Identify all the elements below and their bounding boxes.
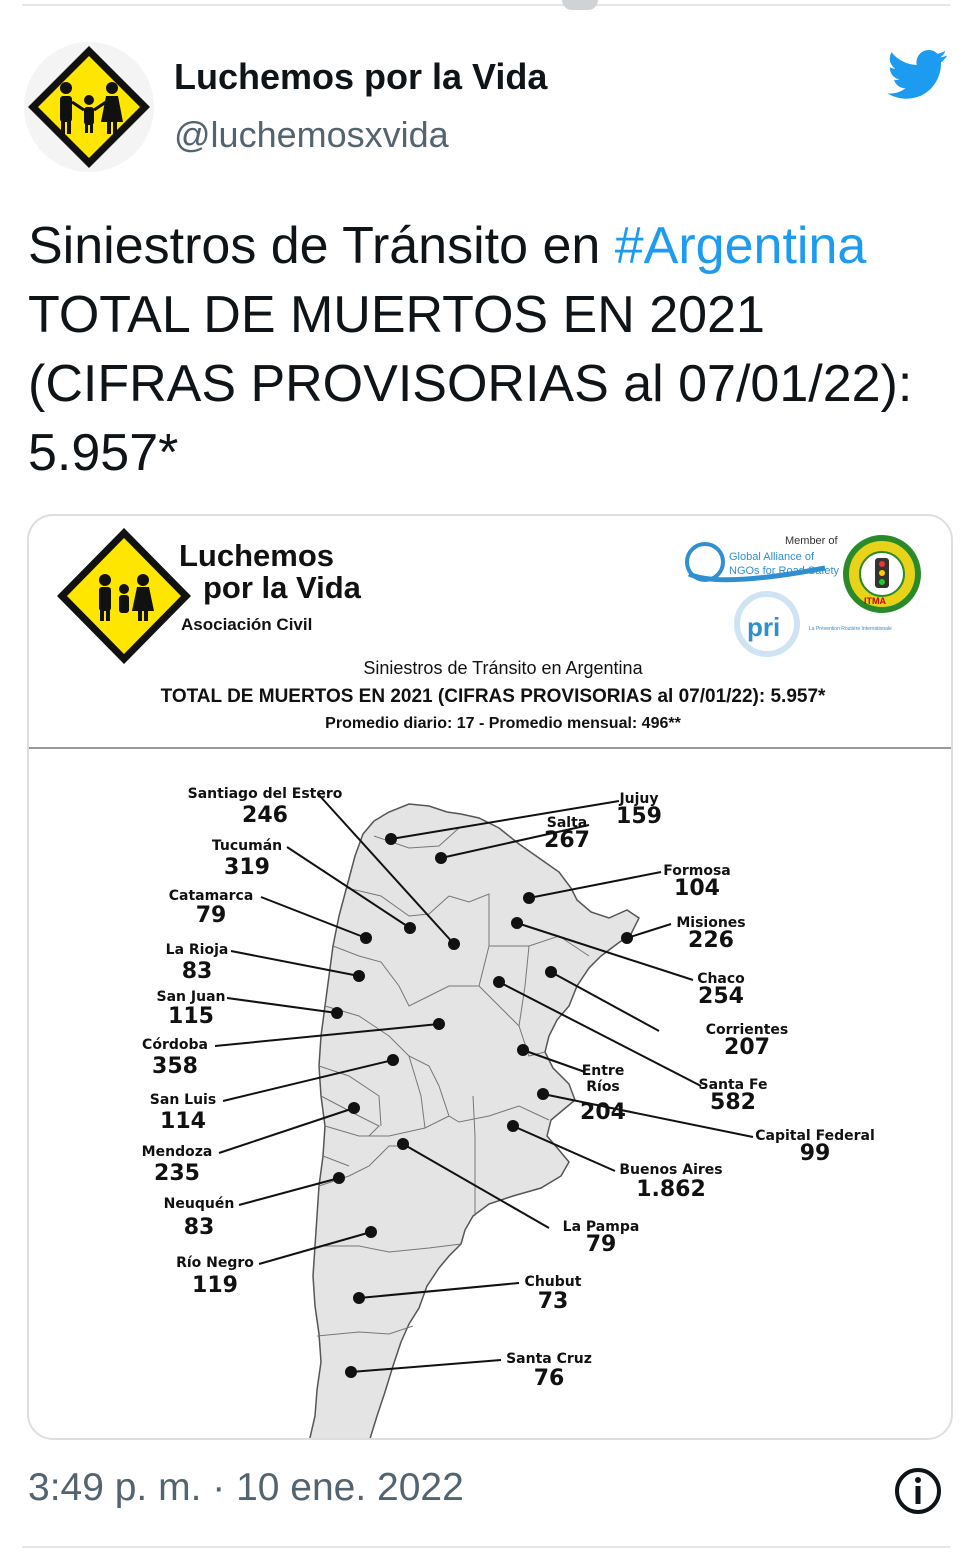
infographic-title: Siniestros de Tránsito en Argentina	[363, 658, 643, 678]
region-value-misiones: 226	[688, 928, 734, 953]
marker-san-luis	[387, 1054, 399, 1066]
marker-buenos-aires	[507, 1120, 519, 1132]
region-name-salta: Salta	[546, 815, 588, 831]
marker-santa-cruz	[345, 1366, 357, 1378]
region-name-la-pampa: La Pampa	[562, 1219, 640, 1235]
region-name-san-juan: San Juan	[156, 989, 226, 1005]
tweet-text-line3: (CIFRAS PROVISORIAS al 07/01/22):	[28, 355, 913, 413]
marker-santa-fe	[493, 976, 505, 988]
twitter-bird-icon[interactable]	[884, 44, 952, 104]
region-value-mendoza: 235	[154, 1161, 200, 1186]
org-name-line2: por la Vida	[203, 570, 361, 605]
region-name-buenos-aires: Buenos Aires	[619, 1162, 723, 1178]
region-value-tucuman: 319	[224, 855, 270, 880]
region-name-santa-cruz: Santa Cruz	[506, 1351, 592, 1367]
region-name-chubut: Chubut	[524, 1274, 582, 1290]
region-value-santiago-del-estero: 246	[242, 803, 288, 828]
region-value-chubut: 73	[537, 1289, 569, 1314]
itma-label: ITMA	[864, 596, 886, 606]
region-value-la-rioja: 83	[181, 959, 213, 984]
pri-label: pri	[747, 612, 781, 642]
hashtag-link[interactable]: #Argentina	[614, 217, 867, 275]
leader-line-entre	[523, 1050, 585, 1072]
infographic-total: TOTAL DE MUERTOS EN 2021 (CIFRAS PROVISORIAS al 07/01/22): 5.957*	[160, 686, 826, 707]
marker-neuquen	[333, 1172, 345, 1184]
region-value-buenos-aires: 1.862	[636, 1177, 706, 1202]
pri-subtitle: La Prévention Routière Internationale	[809, 626, 892, 632]
infographic-averages: Promedio diario: 17 - Promedio mensual: 496**	[325, 715, 681, 732]
marker-rio-negro	[365, 1226, 377, 1238]
family-sign-icon	[24, 42, 154, 172]
region-value-jujuy: 159	[616, 804, 662, 829]
marker-catamarca	[360, 932, 372, 944]
org-name-line1: Luchemos	[179, 538, 335, 573]
leader-line-catamarca	[261, 897, 366, 938]
marker-cordoba	[433, 1018, 445, 1030]
leader-line-la-rioja	[231, 951, 359, 976]
marker-jujuy	[385, 833, 397, 845]
leader-line-formosa	[529, 872, 661, 898]
display-name[interactable]: Luchemos por la Vida	[174, 56, 548, 97]
marker-la-rioja	[353, 970, 365, 982]
leader-line-cordoba	[215, 1024, 439, 1046]
leader-line-rio-negro	[259, 1232, 371, 1264]
global-alliance-line2: NGOs for Road Safety	[729, 565, 840, 577]
marker-misiones	[621, 932, 633, 944]
marker-santiago-del-estero	[448, 938, 460, 950]
tweet-timestamp[interactable]: 3:49 p. m. · 10 ene. 2022	[28, 1466, 464, 1509]
user-handle[interactable]: @luchemosxvida	[174, 114, 449, 155]
marker-corrientes	[545, 966, 557, 978]
region-value-la-pampa: 79	[585, 1232, 617, 1257]
region-name-cordoba: Córdoba	[142, 1037, 208, 1053]
marker-capital-federal	[537, 1088, 549, 1100]
region-value-catamarca: 79	[195, 903, 227, 928]
region-name-capital-federal: Capital Federal	[755, 1128, 875, 1144]
marker-chubut	[353, 1292, 365, 1304]
leader-line-san-luis	[223, 1060, 393, 1101]
region-value-cordoba: 358	[152, 1054, 198, 1079]
region-name-rio-negro: Río Negro	[176, 1255, 254, 1271]
leader-line-santa-cruz	[351, 1360, 501, 1372]
region-name2-entre: Ríos	[586, 1079, 620, 1095]
region-name-tucuman: Tucumán	[211, 838, 283, 854]
leader-line-tucuman	[287, 847, 410, 928]
region-name-jujuy: Jujuy	[619, 791, 659, 807]
region-value-neuquen: 83	[183, 1215, 215, 1240]
region-value-santa-cruz: 76	[533, 1366, 565, 1391]
member-of-label: Member of	[785, 535, 838, 547]
region-value-san-luis: 114	[160, 1109, 206, 1134]
region-name-formosa: Formosa	[663, 863, 731, 879]
region-name-catamarca: Catamarca	[168, 888, 254, 904]
region-name-santiago-del-estero: Santiago del Estero	[187, 786, 343, 802]
global-alliance-line1: Global Alliance of	[729, 551, 814, 563]
marker-salta	[435, 852, 447, 864]
leader-line-chaco	[517, 923, 693, 980]
marker-tucuman	[404, 922, 416, 934]
top-divider	[22, 4, 950, 6]
region-value-formosa: 104	[674, 876, 720, 901]
region-value-chaco: 254	[698, 984, 744, 1009]
leader-line-mendoza	[219, 1108, 354, 1153]
region-value-capital-federal: 99	[799, 1141, 831, 1166]
region-name-chaco: Chaco	[697, 971, 745, 987]
region-name-neuquen: Neuquén	[163, 1196, 235, 1212]
tweet-image-card[interactable]	[27, 514, 953, 1440]
region-name-corrientes: Corrientes	[705, 1022, 789, 1038]
info-icon[interactable]	[893, 1466, 943, 1516]
avatar[interactable]	[24, 42, 154, 172]
region-value-salta: 267	[544, 828, 590, 853]
region-name-entre: Entre	[581, 1063, 625, 1079]
marker-san-juan	[331, 1007, 343, 1019]
marker-entre	[517, 1044, 529, 1056]
map-labels	[29, 516, 953, 1440]
region-value-santa-fe: 582	[710, 1090, 756, 1115]
region-name-san-luis: San Luis	[149, 1092, 217, 1108]
region-name-la-rioja: La Rioja	[165, 942, 229, 958]
leader-line-san-juan	[227, 998, 337, 1013]
leader-line-la-pampa	[403, 1144, 549, 1228]
marker-formosa	[523, 892, 535, 904]
region-value-corrientes: 207	[724, 1035, 770, 1060]
leader-line-buenos-aires	[513, 1126, 615, 1171]
tweet-text-prefix: Siniestros de Tránsito en	[28, 217, 615, 275]
region-name-mendoza: Mendoza	[141, 1144, 213, 1160]
leader-line-chubut	[359, 1283, 519, 1298]
leader-line-corrientes	[551, 972, 659, 1031]
sheet-handle[interactable]	[562, 0, 598, 10]
marker-chaco	[511, 917, 523, 929]
leader-line-neuquen	[239, 1178, 339, 1205]
bottom-divider	[22, 1546, 950, 1548]
region-value-rio-negro: 119	[192, 1273, 238, 1298]
leader-line-santiago-del-estero	[319, 795, 454, 944]
region-value-entre: 204	[580, 1100, 626, 1125]
region-name-santa-fe: Santa Fe	[698, 1077, 768, 1093]
tweet-text-line4: 5.957*	[28, 424, 179, 482]
tweet-text	[28, 212, 958, 488]
region-value-san-juan: 115	[168, 1004, 214, 1029]
leader-line-misiones	[627, 924, 671, 938]
marker-mendoza	[348, 1102, 360, 1114]
region-name-misiones: Misiones	[676, 915, 746, 931]
org-subtitle: Asociación Civil	[181, 615, 313, 634]
marker-la-pampa	[397, 1138, 409, 1150]
tweet-text-line2: TOTAL DE MUERTOS EN 2021	[28, 286, 765, 344]
